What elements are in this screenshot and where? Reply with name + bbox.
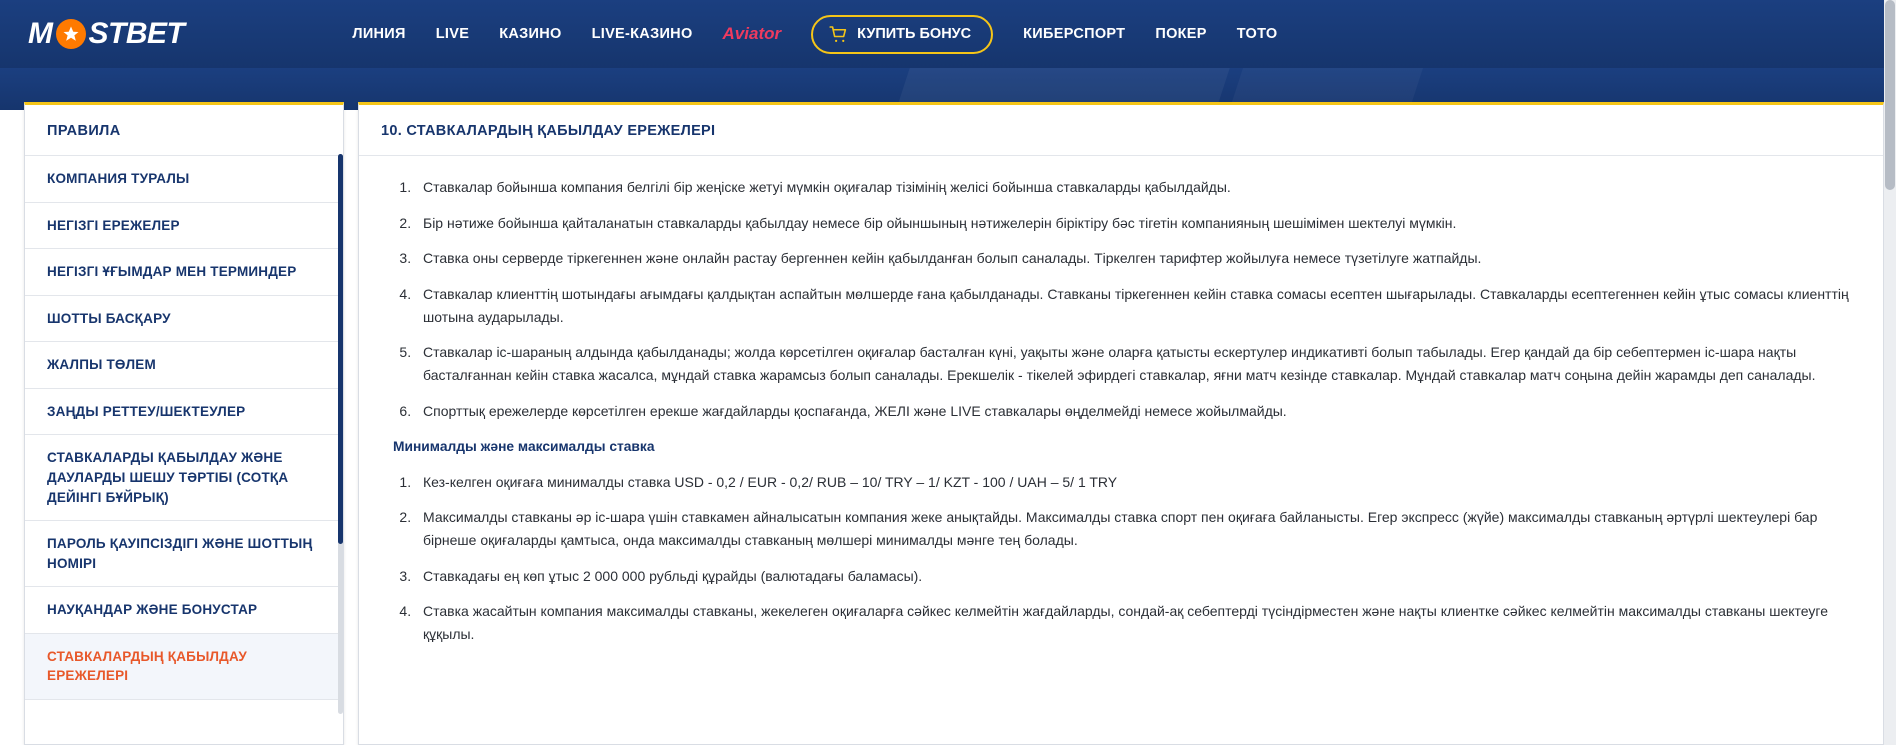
sidebar-item-general-rules[interactable]: НЕГІЗГІ ЕРЕЖЕЛЕР <box>25 203 343 250</box>
sidebar-item-bet-acceptance-rules[interactable]: СТАВКАЛАРДЫҢ ҚАБЫЛДАУ ЕРЕЖЕЛЕРІ <box>25 634 343 700</box>
list-item: 4. Ставкалар клиенттің шотындағы ағымдағы қалдықтан аспайтын мөлшерде ғана қабылданады. Ставканы тіркегеннен кейін ставка сомасы есептен шығарылады. Ставкаларды есептегеннен кейін ұтыс сомасы клиенттің шотына аударылады. <box>415 283 1857 328</box>
nav-esports[interactable]: КИБЕРСПОРТ <box>1023 26 1126 42</box>
rules-content-panel <box>358 102 1884 745</box>
sidebar-item-general-payment[interactable]: ЖАЛПЫ ТӨЛЕМ <box>25 342 343 389</box>
main-navigation <box>352 15 1277 54</box>
page-body <box>0 68 1896 745</box>
nav-poker[interactable]: ПОКЕР <box>1155 26 1207 42</box>
list-item: 6. Спорттық ережелерде көрсетілген ерекше жағдайларды қоспағанда, ЖЕЛІ және LIVE ставкалары өңделмейді немесе жойылмайды. <box>415 400 1857 423</box>
site-logo[interactable] <box>28 19 184 49</box>
sidebar-scrollbar-thumb[interactable] <box>338 154 343 544</box>
list-item: 3. Ставка оны серверде тіркегеннен және онлайн растау бергеннен кейін қабылданған болып саналады. Тіркелген тарифтер жойылуға немесе түзетілуге жатпайды. <box>415 247 1857 270</box>
nav-aviator[interactable]: Aviator <box>722 24 782 43</box>
sidebar-item-legal-restrictions[interactable]: ЗАҢДЫ РЕТТЕУ/ШЕКТЕУЛЕР <box>25 389 343 436</box>
sidebar-item-password-security[interactable]: ПАРОЛЬ ҚАУІПСІЗДІГІ ЖӘНЕ ШОТТЫҢ НОМІРІ <box>25 521 343 587</box>
logo-text-left: M <box>28 17 53 50</box>
nav-live[interactable]: LIVE <box>435 26 470 42</box>
rules-text <box>359 156 1883 679</box>
page-scrollbar[interactable] <box>1884 0 1896 745</box>
sidebar-scrollbar[interactable] <box>338 154 343 714</box>
shopping-cart-icon <box>829 25 848 44</box>
list-item: 2. Максималды ставканы әр іс-шара үшін ставкамен айналысатын компания жеке анықтайды. Максималды ставка спорт пен оқиғаға байланысты. Егер экспресс (жүйе) максималды ставканың әртүрлі шектеулері бар бірнеше оқиғаларды қамтыса, онда максималды ставканың мөлшері минималды мәнге тең болады. <box>415 506 1857 551</box>
logo-text-right: STBET <box>88 17 185 50</box>
content-area <box>24 102 1884 745</box>
sidebar-item-bet-acceptance-disputes[interactable]: СТАВКАЛАРДЫ ҚАБЫЛДАУ ЖӘНЕ ДАУЛАРДЫ ШЕШУ ТӘРТІБІ (СОТҚА ДЕЙІНГІ БҰЙРЫҚ) <box>25 435 343 521</box>
sidebar-item-promotions-bonuses[interactable]: НАУҚАНДАР ЖӘНЕ БОНУСТАР <box>25 587 343 634</box>
sidebar-item-account-management[interactable]: ШОТТЫ БАСҚАРУ <box>25 296 343 343</box>
section-subheading: Минималды және максималды ставка <box>393 439 655 455</box>
list-item: 3. Ставкадағы ең көп ұтыс 2 000 000 рубльді құрайды (валютадағы баламасы). <box>415 565 1857 588</box>
sidebar-item-about-company[interactable]: КОМПАНИЯ ТУРАЛЫ <box>25 156 343 203</box>
rules-list-primary <box>385 176 1857 422</box>
page-scrollbar-thumb[interactable] <box>1885 0 1895 190</box>
rules-list-limits <box>385 471 1857 646</box>
nav-line[interactable]: ЛИНИЯ <box>352 26 406 42</box>
star-icon <box>56 19 86 49</box>
list-item: 2. Бір нәтиже бойынша қайталанатын ставкаларды қабылдау немесе бір ойыншының нәтижелерін біріктіру бәс тігетін компанияның шешімімен шектелуі мүмкін. <box>415 212 1857 235</box>
sidebar-title: ПРАВИЛА <box>25 105 343 156</box>
list-item: 4. Ставка жасайтын компания максималды ставканы, жекелеген оқиғаларға сәйкес келмейтін жағдайларды, сондай-ақ себептерді түсіндірместен және нақты клиентке сәйкес келмейтін максималды ставканы шектеуге құқылы. <box>415 600 1857 645</box>
buy-bonus-label: КУПИТЬ БОНУС <box>857 26 972 42</box>
page-title: 10. СТАВКАЛАРДЫҢ ҚАБЫЛДАУ ЕРЕЖЕЛЕРІ <box>359 105 1883 156</box>
site-header <box>0 0 1896 68</box>
sidebar-item-terms[interactable]: НЕГІЗГІ ҰҒЫМДАР МЕН ТЕРМИНДЕР <box>25 249 343 296</box>
nav-casino[interactable]: КАЗИНО <box>499 26 562 42</box>
nav-toto[interactable]: ТОТО <box>1236 26 1278 42</box>
rules-sidebar <box>24 102 344 745</box>
buy-bonus-button[interactable] <box>811 15 993 54</box>
list-item: 1. Ставкалар бойынша компания белгілі бір жеңіске жетуі мүмкін оқиғалар тізімінің желісі бойынша ставкаларды қабылдайды. <box>415 176 1857 199</box>
nav-live-casino[interactable]: LIVE-КАЗИНО <box>591 26 693 42</box>
list-item: 1. Кез-келген оқиғаға минималды ставка USD - 0,2 / EUR - 0,2/ RUB – 10/ TRY – 1/ KZT - 100 / UAH – 5/ 1 TRY <box>415 471 1857 494</box>
list-item: 5. Ставкалар іс-шараның алдында қабылданады; жолда көрсетілген оқиғалар басталған күні, уақыты және оларға қатысты ескертулер индикативті болып табылады. Егер қандай да бір себептермен іс-шара нақты басталғаннан кейін ставка жасалса, мұндай ставка жарамсыз болып саналады. Ерекшелік - тікелей эфирдегі ставкалар, яғни матч кезінде ставкалар. Мұндай ставкалар матч соңына дейін жарамды деп саналады. <box>415 341 1857 386</box>
